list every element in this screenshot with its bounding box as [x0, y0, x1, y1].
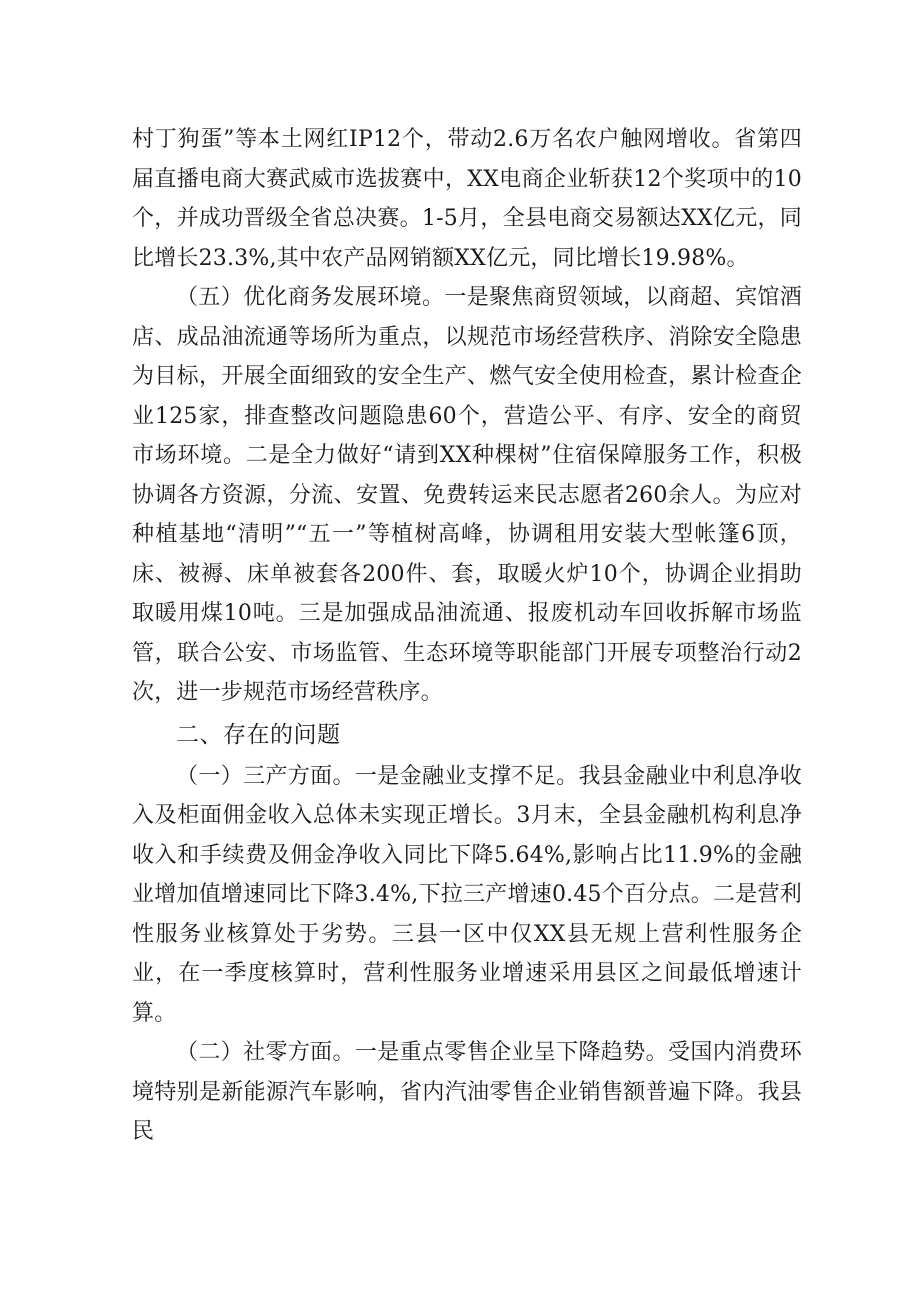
paragraph-business-environment: （五）优化商务发展环境。一是聚焦商贸领域，以商超、宾馆酒店、成品油流通等场所为重点，以规范市场经营秩序、消除安全隐患为目标，开展全面细致的安全生产、燃气安全使用检查，累计检查企业125家，排查整改问题隐患60个，营造公平、有序、安全的商贸市场环境。二是全力做好“请到XX种棵树”住宿保障服务工作，积极协调各方资源，分流、安置、免费转运来民志愿者260余人。为应对种植基地“清明”“五一”等植树高峰，协调租用安装大型帐篷6顶，床、被褥、床单被套各200件、套，取暖火炉10个，协调企业捐助取暖用煤10吨。三是加强成品油流通、报废机动车回收拆解市场监管，联合公安、市场监管、生态环境等职能部门开展专项整治行动2次，进一步规范市场经营秩序。	[132, 285, 802, 705]
paragraph-ecommerce-continued: 村丁狗蛋”等本土网红IP12个，带动2.6万名农户触网增收。省第四届直播电商大赛武威市选拔赛中，XX电商企业斩获12个奖项中的10个，并成功晋级全省总决赛。1-5月，全县电商交易额达XX亿元，同比增长23.3%,其中农产品网销额XX亿元，同比增长19.98%。	[132, 127, 802, 271]
paragraph-retail-sales: （二）社零方面。一是重点零售企业呈下降趋势。受国内消费环境特别是新能源汽车影响，省内汽油零售企业销售额普遍下降。我县民	[132, 1040, 802, 1144]
section-heading-problems: 二、存在的问题	[176, 721, 341, 748]
paragraph-tertiary-industry: （一）三产方面。一是金融业支撑不足。我县金融业中利息净收入及柜面佣金收入总体未实现正增长。3月末，全县金融机构利息净收入和手续费及佣金净收入同比下降5.64%,影响占比11.9%的金融业增加值增速同比下降3.4%,下拉三产增速0.45个百分点。二是营利性服务业核算处于劣势。三县一区中仅XX县无规上营利性服务企业，在一季度核算时，营利性服务业增速采用县区之间最低增速计算。	[132, 763, 802, 1026]
document-body	[132, 120, 802, 1152]
